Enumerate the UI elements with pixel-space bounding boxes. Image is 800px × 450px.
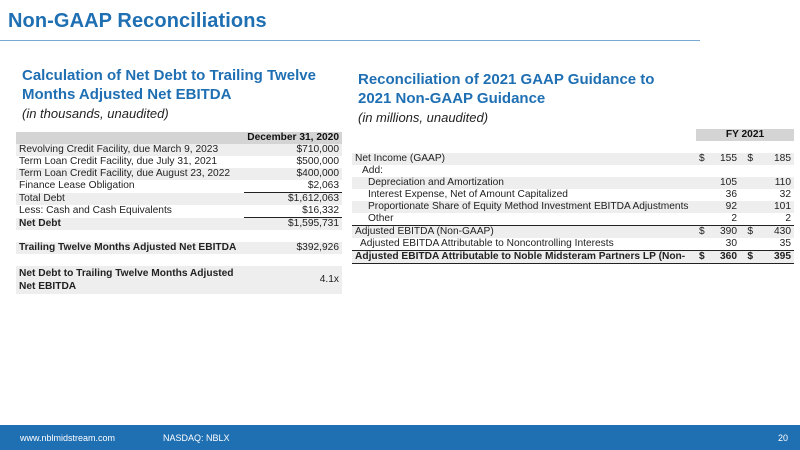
table-row (16, 218, 342, 231)
ratio-label-line1: Net Debt to Trailing Twelve Months Adjusted (19, 268, 234, 279)
footer-bar (0, 425, 800, 450)
net-debt-table (16, 132, 342, 294)
low-value: 36 (725, 189, 737, 200)
page-number: 20 (777, 433, 788, 443)
row-value: $16,332 (244, 205, 342, 218)
row-label (16, 266, 244, 294)
table-row (352, 153, 794, 165)
row-label: Term Loan Credit Facility, due July 31, 2021 (19, 156, 217, 167)
low-value: 30 (706, 238, 740, 251)
page-title: Non-GAAP Reconciliations (8, 10, 267, 32)
high-value: 185 (756, 153, 794, 165)
low-value: 2 (706, 213, 740, 226)
row-value: $2,063 (244, 180, 342, 193)
row-label: Interest Expense, Net of Amount Capitalized (368, 189, 568, 200)
table-header-row (352, 129, 794, 141)
table-row (352, 189, 794, 201)
table-row (352, 251, 794, 264)
currency-symbol: $ (740, 153, 756, 165)
header-spacer (16, 132, 244, 144)
header-spacer (352, 129, 696, 141)
high-value: 32 (779, 189, 792, 200)
row-label: Adjusted EBITDA (Non-GAAP) (352, 226, 696, 239)
right-title-line2: 2021 Non-GAAP Guidance (358, 90, 546, 107)
row-label: Depreciation and Amortization (352, 177, 696, 189)
table-row (352, 226, 794, 239)
row-label: Add: (362, 165, 383, 176)
row-value: 4.1x (244, 266, 342, 294)
table-row (352, 238, 794, 251)
row-label: Trailing Twelve Months Adjusted Net EBITDA (16, 242, 244, 254)
left-section-subtitle: (in thousands, unaudited) (22, 106, 169, 121)
spacer-row (16, 230, 342, 242)
column-header: FY 2021 (696, 129, 794, 141)
row-label: Revolving Credit Facility, due March 9, 2023 (16, 144, 244, 156)
spacer-row (16, 254, 342, 266)
row-label: Proportionate Share of Equity Method Investment EBITDA Adjustments (352, 201, 696, 213)
table-row (352, 177, 794, 189)
row-label: Finance Lease Obligation (19, 180, 135, 192)
high-value: 110 (756, 177, 794, 189)
right-section-subtitle: (in millions, unaudited) (358, 110, 489, 125)
high-value: 2 (756, 213, 794, 226)
table-row (16, 205, 342, 218)
table-row (352, 201, 794, 213)
currency-symbol: $ (740, 251, 756, 264)
guidance-table (352, 129, 794, 264)
currency-symbol: $ (696, 153, 706, 165)
table-row (16, 156, 342, 168)
row-label: Net Income (GAAP) (352, 153, 696, 165)
row-label: Net Debt (16, 218, 244, 231)
high-value: 101 (756, 201, 794, 213)
row-label: Term Loan Credit Facility, due August 23, 2022 (16, 168, 244, 180)
row-value: $400,000 (244, 168, 342, 180)
currency-symbol: $ (740, 226, 756, 239)
row-label: Adjusted EBITDA Attributable to Noncontrolling Interests (360, 238, 614, 249)
table-row (16, 266, 342, 294)
currency-symbol: $ (696, 226, 706, 239)
low-value: 390 (706, 226, 740, 239)
right-section-title (358, 70, 654, 108)
row-value: $1,595,731 (244, 218, 342, 231)
title-divider (0, 40, 700, 41)
row-value: $500,000 (296, 156, 339, 167)
table-row (352, 213, 794, 226)
footer-ticker: NASDAQ: NBLX (163, 433, 230, 443)
left-title-line1: Calculation of Net Debt to Trailing Twelve (22, 67, 316, 84)
low-value: 155 (706, 153, 740, 165)
column-header: December 31, 2020 (244, 132, 342, 144)
row-value: $392,926 (244, 242, 342, 254)
table-row (16, 168, 342, 180)
row-label: Total Debt (16, 193, 244, 206)
left-section-title (22, 66, 316, 104)
row-label: Adjusted EBITDA Attributable to Noble Midsteram Partners LP (Non- (352, 251, 696, 264)
right-title-line1: Reconciliation of 2021 GAAP Guidance to (358, 71, 655, 88)
row-value: $1,612,063 (244, 193, 342, 206)
table-row (16, 193, 342, 206)
low-value: 92 (706, 201, 740, 213)
row-label: Less: Cash and Cash Equivalents (19, 205, 172, 217)
low-value: 105 (706, 177, 740, 189)
table-row (16, 144, 342, 156)
footer-website-link[interactable]: www.nblmidstream.com (20, 433, 116, 443)
table-row (16, 242, 342, 254)
row-label: Other (368, 213, 394, 224)
spacer-row (352, 141, 794, 153)
low-value: 360 (706, 251, 740, 264)
table-row (352, 165, 794, 177)
currency-symbol: $ (696, 251, 706, 264)
ratio-label-line2: Net EBITDA (19, 281, 77, 292)
table-row (16, 180, 342, 193)
high-value: 35 (756, 238, 794, 251)
left-title-line2: Months Adjusted Net EBITDA (22, 86, 232, 103)
high-value: 430 (756, 226, 794, 239)
high-value: 395 (756, 251, 794, 264)
table-header-row (16, 132, 342, 144)
row-value: $710,000 (244, 144, 342, 156)
